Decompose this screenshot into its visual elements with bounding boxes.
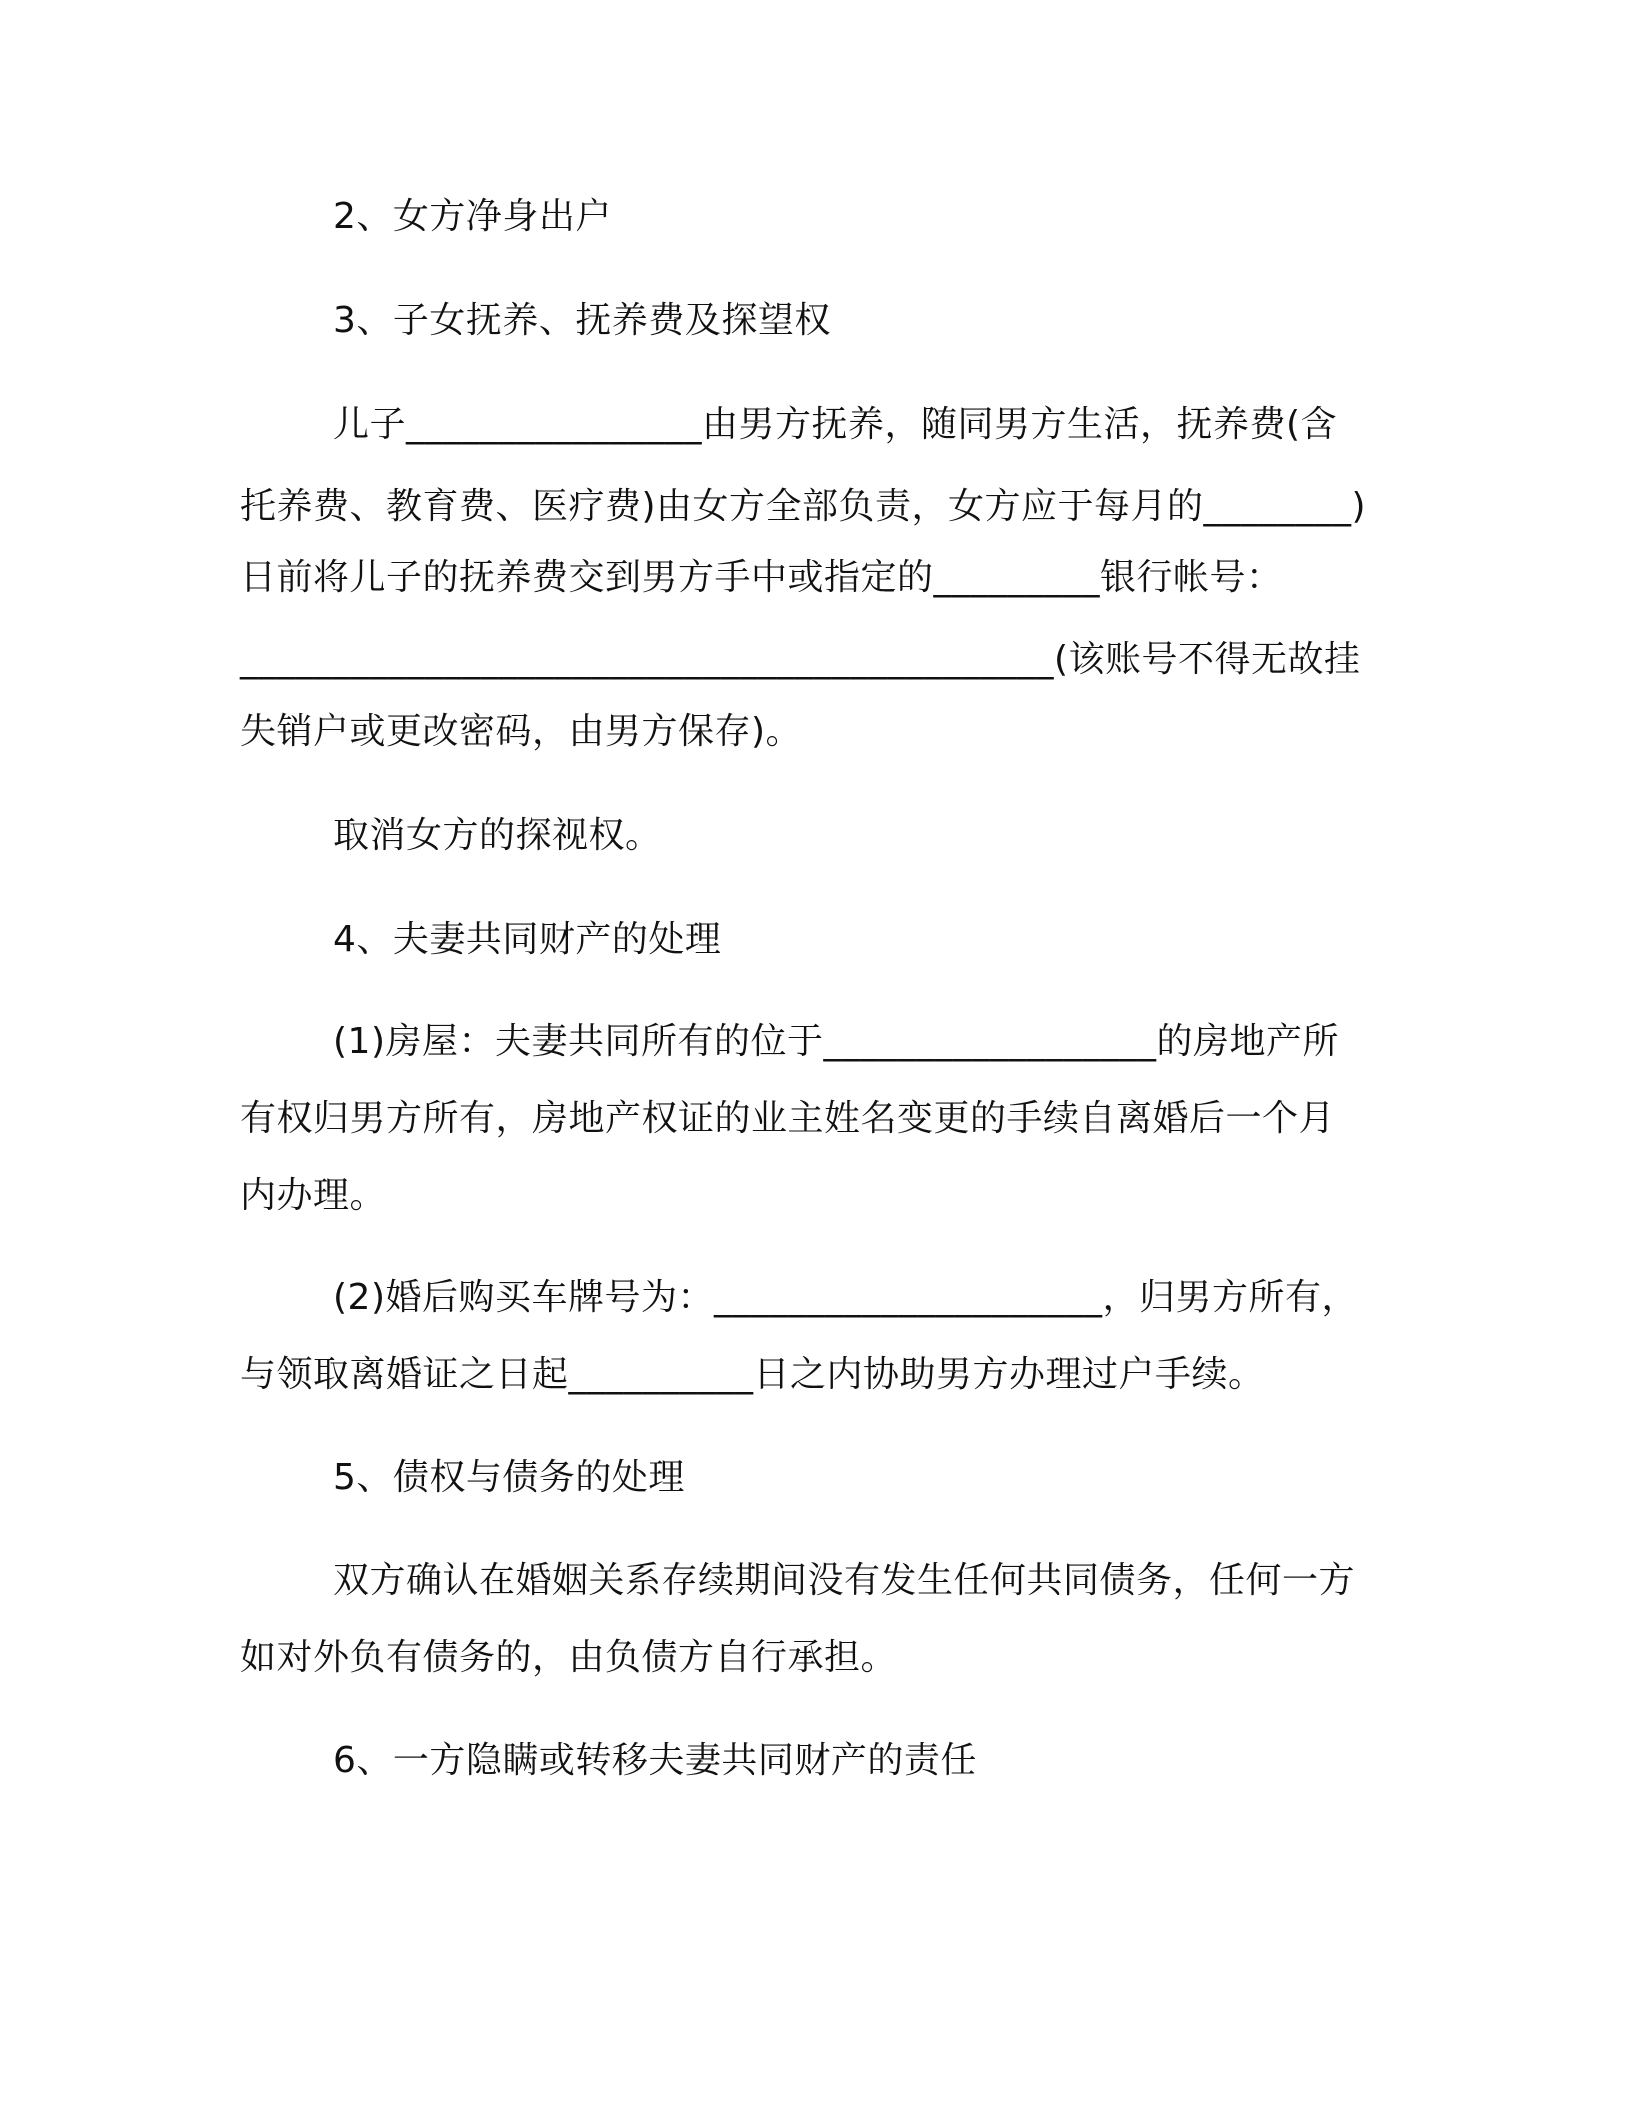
paragraph-line: 儿子________________由男方抚养，随同男方生活，抚养费(含 — [333, 404, 1338, 445]
paragraph-line: 有权归男方所有，房地产权证的业主姓名变更的手续自离婚后一个月 — [240, 1098, 1336, 1139]
paragraph-line: 失销户或更改密码，由男方保存)。 — [240, 711, 803, 752]
paragraph-line: 日前将儿子的抚养费交到男方手中或指定的_________银行帐号： — [240, 557, 1283, 598]
item-4-heading: 4、夫妻共同财产的处理 — [333, 919, 722, 960]
paragraph-line: 双方确认在婚姻关系存续期间没有发生任何共同债务，任何一方 — [333, 1560, 1356, 1601]
paragraph-line: 托养费、教育费、医疗费)由女方全部负责，女方应于每月的________) — [240, 486, 1367, 527]
item-6-heading: 6、一方隐瞒或转移夫妻共同财产的责任 — [333, 1740, 977, 1781]
paragraph-line: (2)婚后购买车牌号为：_____________________，归男方所有， — [333, 1277, 1358, 1318]
paragraph-line: 与领取离婚证之日起__________日之内协助男方办理过户手续。 — [240, 1354, 1265, 1395]
paragraph-line: (1)房屋：夫妻共同所有的位于__________________的房地产所 — [333, 1021, 1339, 1062]
item-3-heading: 3、子女抚养、抚养费及探望权 — [333, 300, 831, 341]
paragraph-line: ____________________________________________(该账号不得无故挂 — [240, 639, 1361, 680]
paragraph-line: 内办理。 — [240, 1175, 387, 1216]
paragraph-line: 取消女方的探视权。 — [333, 815, 662, 856]
item-2-heading: 2、女方净身出户 — [333, 196, 612, 237]
paragraph-line: 如对外负有债务的，由负债方自行承担。 — [240, 1637, 898, 1678]
item-5-heading: 5、债权与债务的处理 — [333, 1457, 685, 1498]
